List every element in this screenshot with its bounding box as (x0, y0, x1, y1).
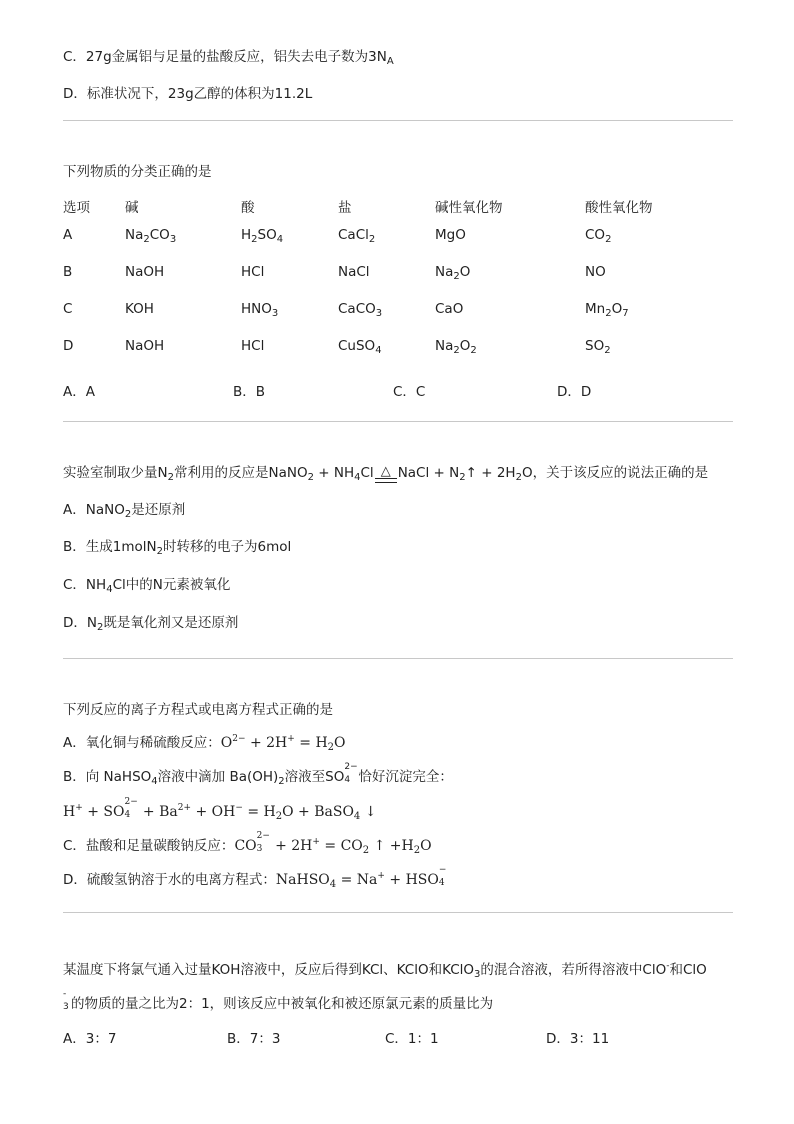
table-row (63, 253, 685, 290)
q1-option-d[interactable]: D．D (557, 384, 592, 400)
divider (63, 421, 733, 422)
table-cell-label: D (63, 337, 74, 354)
q3-option-b-equation (63, 797, 377, 822)
q3-option-c[interactable]: C．盐酸和足量碳酸钠反应：CO 2− 3 + $2H^+ = CO_2$ ↑ $+H_2O$ (63, 831, 432, 856)
table-header-row (63, 196, 685, 216)
table-row (63, 327, 685, 364)
q4-stem-line2: - 3 的物质的量之比为2：1，则该反应中被氧化和被还原氯元素的质量比为 (63, 989, 494, 1012)
table-row (63, 290, 685, 327)
equation: $O^{2-} + 2H^+ = H_2O$ (220, 734, 346, 753)
table-row (63, 216, 685, 253)
prev-option-c-text: C．27g金属铝与足量的盐酸反应，铝失去电子数为3N (63, 49, 387, 65)
table-cell: NaOH (125, 337, 165, 354)
table-cell: $H_2SO_4$ (241, 226, 284, 245)
table-header: 盐 (338, 200, 352, 216)
q2-option-c[interactable]: C．$NH_4Cl$中的N元素被氧化 (63, 577, 231, 595)
table-cell: $Na_2CO_3$ (125, 226, 177, 245)
q4-option-b[interactable]: B．7：3 (227, 1031, 281, 1047)
table-cell: CaCO$_3$ (338, 300, 383, 319)
q3-option-a[interactable]: A．氧化铜与稀硫酸反应：$O^{2-} + 2H^+ = H_2O$ (63, 734, 346, 753)
q3-option-d[interactable]: D．硫酸氢钠溶于水的电离方程式：NaHSO$_4$ = Na+ + HSO − 4 (63, 871, 453, 889)
table-header: 碱性氧化物 (435, 200, 503, 216)
equation: H+ + SO 2− 4 + $Ba^{2+} + OH^- = H_2O$ + BaSO$_4$ ↓ (63, 797, 377, 822)
classification-table (63, 196, 685, 364)
q1-option-a[interactable]: A．A (63, 384, 95, 400)
q4-stem-line1: 某温度下将氯气通入过量KOH溶液中，反应后得到KCl、KClO和KClO$_3$的混合溶液，若所得溶液中ClO-和ClO (63, 961, 707, 980)
q3-option-b[interactable]: B．向 NaHSO$_4$溶液中滴加 $Ba(OH)_2$溶液至SO 2− 4 恰好沉淀完全： (63, 762, 453, 787)
q1-option-b[interactable]: B．B (233, 384, 266, 400)
table-header: 选项 (63, 200, 90, 216)
table-cell: NaCl (338, 263, 370, 280)
divider (63, 120, 733, 121)
table-cell: $SO_2$ (585, 337, 611, 356)
q4-option-c[interactable]: C．1：1 (385, 1031, 439, 1047)
q1-stem (63, 163, 212, 181)
q2-option-a[interactable]: A．NaNO$_2$是还原剂 (63, 502, 186, 520)
q4-option-a[interactable]: A．3：7 (63, 1031, 117, 1047)
table-cell: CuSO$_4$ (338, 337, 382, 356)
prev-option-c (63, 48, 394, 66)
table-cell: HCl (241, 337, 265, 354)
table-cell: $Na_2O_2$ (435, 337, 477, 356)
q2-option-d[interactable]: D．$N_2$既是氧化剂又是还原剂 (63, 615, 239, 633)
table-header: 碱 (125, 200, 139, 216)
heat-condition-equals (374, 464, 398, 482)
table-cell: HCl (241, 263, 265, 280)
divider (63, 658, 733, 659)
table-cell: $CO_2$ (585, 226, 612, 245)
table-cell: $Mn_2O_7$ (585, 300, 629, 319)
table-cell-label: C (63, 300, 73, 317)
table-cell: $HNO_3$ (241, 300, 279, 319)
table-cell: CaO (435, 300, 464, 317)
prev-option-d-text: D．标准状况下，23g乙醇的体积为11.2L (63, 86, 313, 102)
q3-stem: 下列反应的离子方程式或电离方程式正确的是 (63, 702, 333, 718)
q2-option-b[interactable]: B．生成1molN$_2$时转移的电子为6mol (63, 539, 292, 557)
divider (63, 912, 733, 913)
heat-triangle-icon: △ (380, 464, 391, 479)
q2-stem: 实验室制取少量$N_2$常利用的反应是NaNO$_2$ + $NH_4Cl$ △ NaCl + $N_2↑ + 2H_2O$，关于该反应的说法正确的是 (63, 464, 709, 483)
table-cell: $Na_2O$ (435, 263, 471, 282)
table-cell: MgO (435, 226, 466, 243)
q4-option-d[interactable]: D．3：11 (546, 1031, 610, 1047)
table-header: 酸 (241, 200, 255, 216)
equation: CO 2− 3 + $2H^+ = CO_2$ ↑ $+H_2O$ (234, 831, 432, 856)
q1-option-c[interactable]: C．C (393, 384, 426, 400)
table-header: 酸性氧化物 (585, 200, 653, 216)
table-cell-label: B (63, 263, 73, 280)
table-cell: NaOH (125, 263, 165, 280)
prev-option-d (63, 85, 312, 103)
table-cell-label: A (63, 226, 73, 243)
equation: NaHSO$_4$ = Na+ + HSO − 4 (275, 865, 447, 890)
table-cell: CaCl$_2$ (338, 226, 376, 245)
table-cell: KOH (125, 300, 154, 317)
prev-option-c-sub: A (386, 56, 394, 67)
q1-stem-text: 下列物质的分类正确的是 (63, 164, 212, 180)
table-cell: NO (585, 263, 606, 280)
